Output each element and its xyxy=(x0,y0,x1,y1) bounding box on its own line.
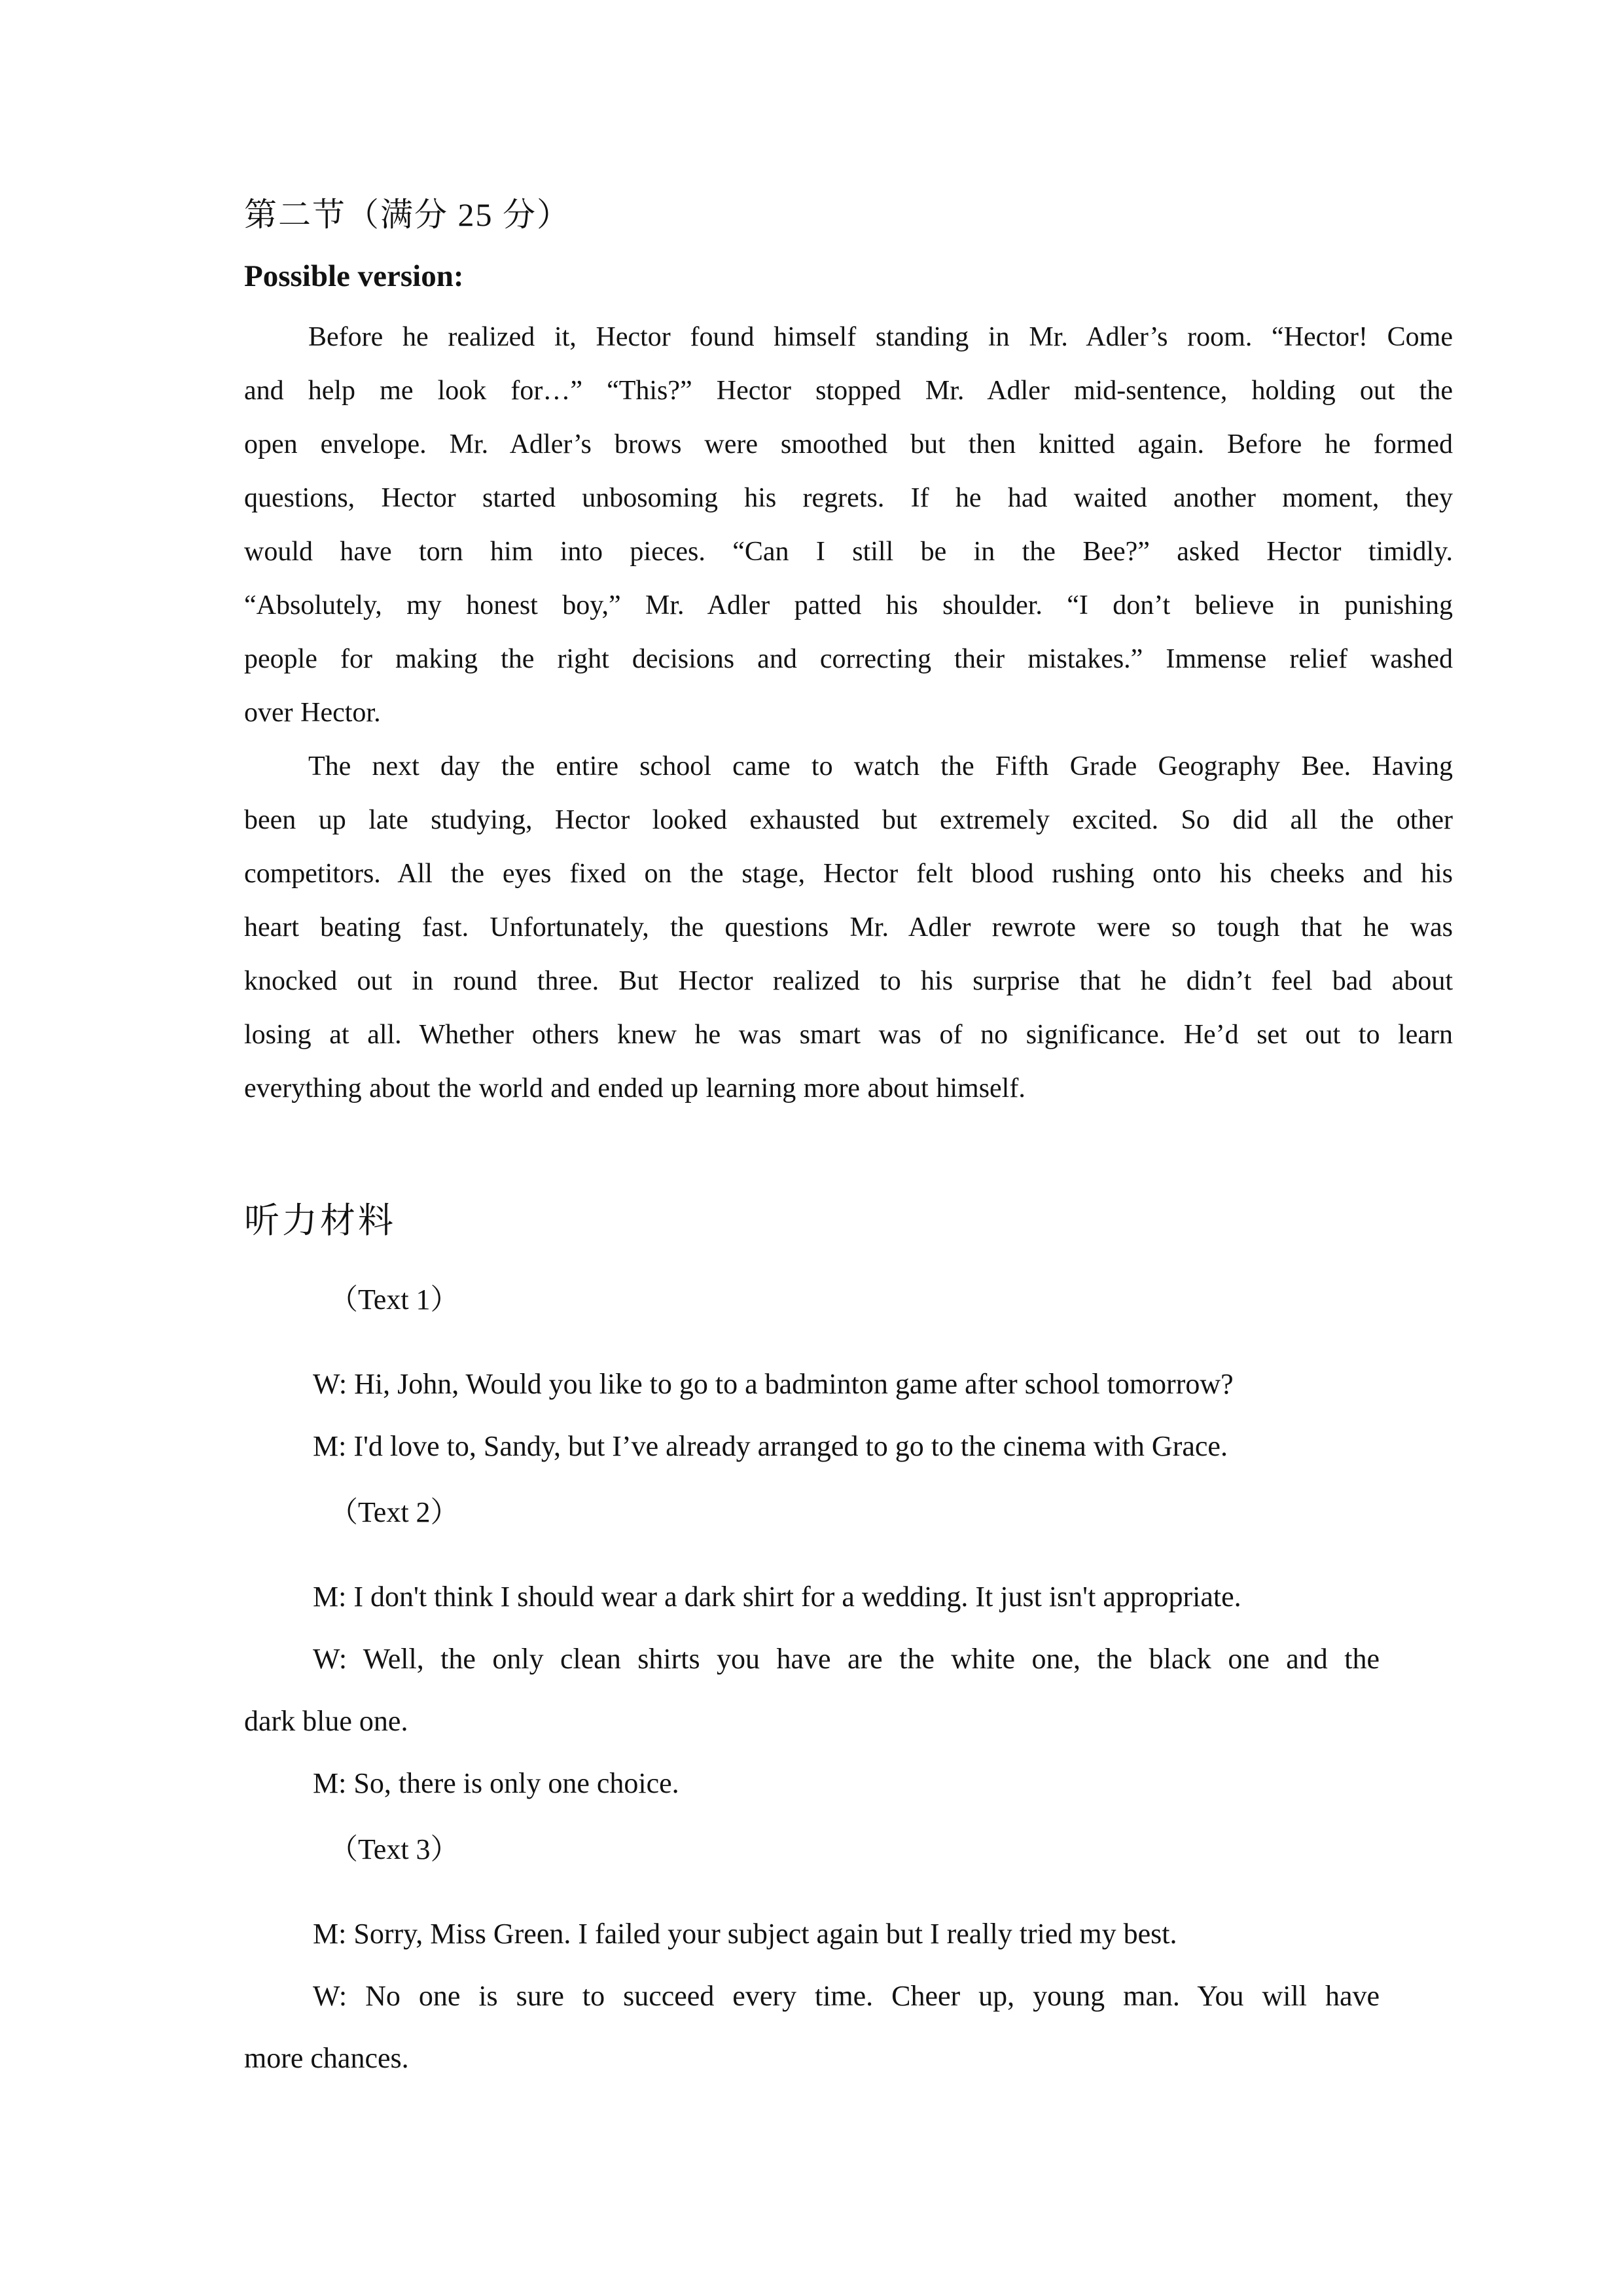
dialogue-line: M: Sorry, Miss Green. I failed your subject again but I really tried my best. xyxy=(313,1918,1177,1950)
text-label: （Text 2） xyxy=(329,1496,459,1528)
essay-line: losing at all. Whether others knew he was smart was of no significance. He’d set out to learn xyxy=(244,1020,1453,1050)
dialogue-line: W: No one is sure to succeed every time. Cheer up, young man. You will have xyxy=(313,1980,1380,2012)
possible-version-label: Possible version: xyxy=(244,259,464,293)
essay-line: been up late studying, Hector looked exhausted but extremely excited. So did all the other xyxy=(244,805,1453,835)
listening-transcript xyxy=(244,1268,1453,2089)
dialogue-continuation-line: dark blue one. xyxy=(244,1705,408,1737)
dialogue-line: M: So, there is only one choice. xyxy=(313,1767,679,1799)
dialogue-line: M: I don't think I should wear a dark shirt for a wedding. It just isn't appropriate. xyxy=(313,1581,1241,1613)
essay-possible-version xyxy=(244,310,1453,1115)
essay-line: questions, Hector started unbosoming his regrets. If he had waited another moment, they xyxy=(244,483,1453,513)
essay-line: The next day the entire school came to watch the Fifth Grade Geography Bee. Having xyxy=(308,751,1453,781)
listening-material-heading: 听力材料 xyxy=(244,1200,396,1241)
essay-line: competitors. All the eyes fixed on the stage, Hector felt blood rushing onto his cheeks and his xyxy=(244,859,1453,889)
dialogue-continuation-line: more chances. xyxy=(244,2042,409,2074)
essay-line: knocked out in round three. But Hector realized to his surprise that he didn’t feel bad about xyxy=(244,966,1453,996)
essay-line: “Absolutely, my honest boy,” Mr. Adler patted his shoulder. “I don’t believe in punishing xyxy=(244,590,1453,620)
essay-line: open envelope. Mr. Adler’s brows were smoothed but then knitted again. Before he formed xyxy=(244,429,1453,459)
essay-line: over Hector. xyxy=(244,698,381,728)
essay-line: people for making the right decisions and correcting their mistakes.” Immense relief washed xyxy=(244,644,1453,674)
dialogue-line: W: Hi, John, Would you like to go to a badminton game after school tomorrow? xyxy=(313,1368,1234,1400)
essay-line: would have torn him into pieces. “Can I still be in the Bee?” asked Hector timidly. xyxy=(244,537,1453,567)
text-label: （Text 1） xyxy=(329,1283,459,1316)
essay-line: Before he realized it, Hector found himself standing in Mr. Adler’s room. “Hector! Come xyxy=(308,322,1453,352)
dialogue-line: M: I'd love to, Sandy, but I’ve already arranged to go to the cinema with Grace. xyxy=(313,1430,1228,1462)
essay-line: and help me look for…” “This?” Hector stopped Mr. Adler mid-sentence, holding out the xyxy=(244,376,1453,406)
essay-line: heart beating fast. Unfortunately, the questions Mr. Adler rewrote were so tough that he was xyxy=(244,912,1453,942)
page-content xyxy=(244,0,1453,2089)
dialogue-line: W: Well, the only clean shirts you have are the white one, the black one and the xyxy=(313,1643,1380,1675)
text-label: （Text 3） xyxy=(329,1833,459,1865)
essay-line: everything about the world and ended up learning more about himself. xyxy=(244,1073,1026,1103)
section-heading: 第二节（满分 25 分） xyxy=(244,196,571,233)
